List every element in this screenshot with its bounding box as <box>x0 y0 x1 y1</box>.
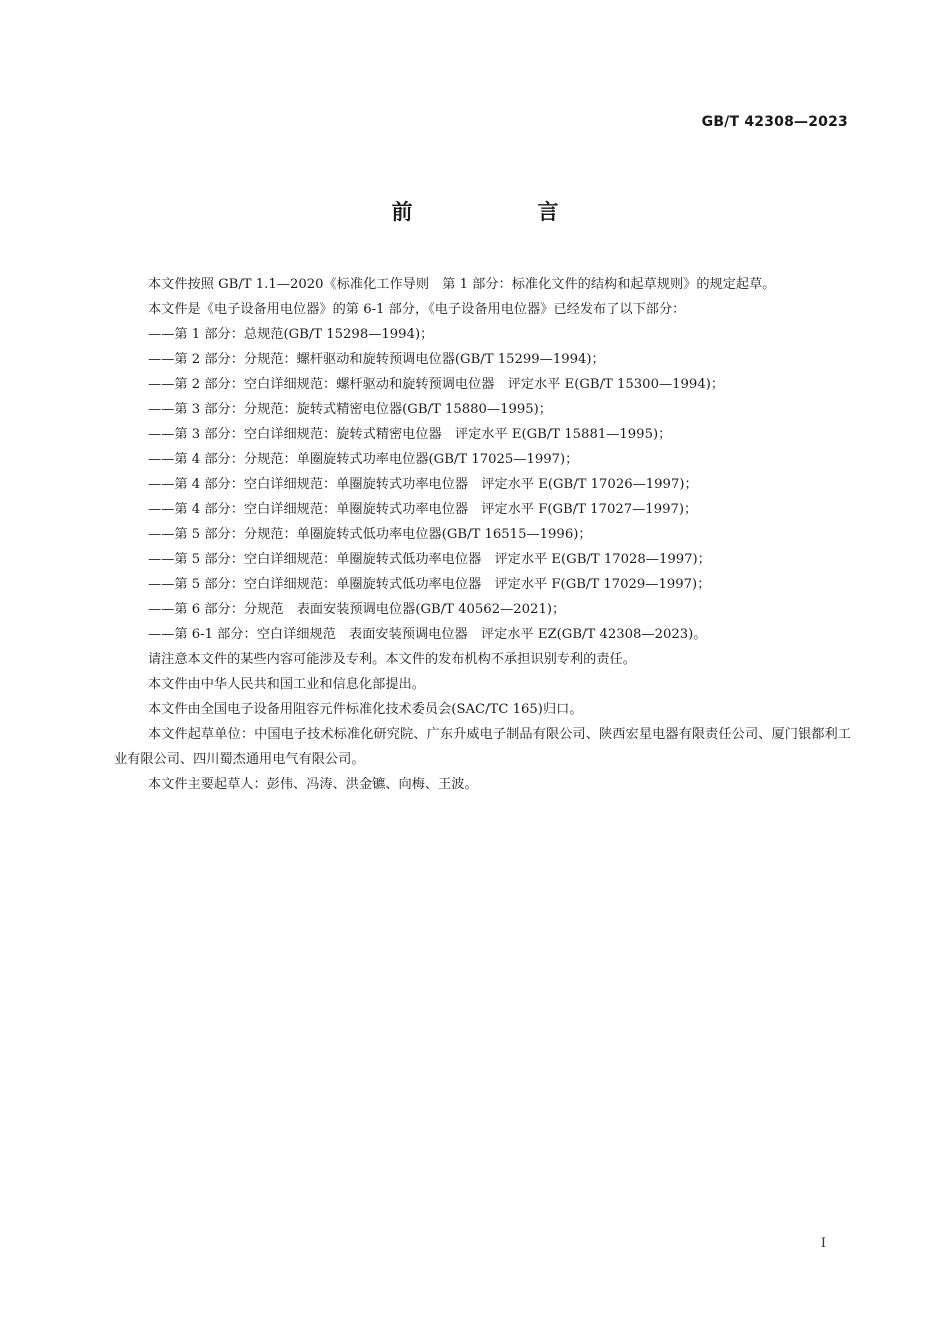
document-body <box>114 272 851 797</box>
list-item: ——第 3 部分：分规范：旋转式精密电位器(GB/T 15880—1995)； <box>148 402 552 417</box>
list-item: ——第 4 部分：空白详细规范：单圈旋转式功率电位器 评定水平 E(GB/T 17026—1997)； <box>148 477 698 492</box>
paragraph-series-intro: 本文件是《电子设备用电位器》的第 6-1 部分，《电子设备用电位器》已经发布了以下部分： <box>148 302 686 317</box>
paragraph-drafters: 本文件主要起草人：彭伟、冯涛、洪金镳、向梅、王波。 <box>148 777 478 792</box>
paragraph-drafting-basis: 本文件按照 GB/T 1.1—2020《标准化工作导则 第 1 部分：标准化文件的结构和起草规则》的规定起草。 <box>148 277 776 292</box>
standard-number: GB/T 42308—2023 <box>701 114 848 130</box>
paragraph-proposer: 本文件由中华人民共和国工业和信息化部提出。 <box>148 677 425 692</box>
list-item: ——第 2 部分：空白详细规范：螺杆驱动和旋转预调电位器 评定水平 E(GB/T 15300—1994)； <box>148 377 725 392</box>
page-title: 前 言 <box>391 200 611 224</box>
list-item: ——第 5 部分：空白详细规范：单圈旋转式低功率电位器 评定水平 E(GB/T 17028—1997)； <box>148 552 711 567</box>
list-item: ——第 6 部分：分规范 表面安装预调电位器(GB/T 40562—2021)； <box>148 602 566 617</box>
list-item: ——第 3 部分：空白详细规范：旋转式精密电位器 评定水平 E(GB/T 15881—1995)； <box>148 427 672 442</box>
list-item: ——第 4 部分：空白详细规范：单圈旋转式功率电位器 评定水平 F(GB/T 17027—1997)； <box>148 502 698 517</box>
list-item: ——第 5 部分：分规范：单圈旋转式低功率电位器(GB/T 16515—1996)； <box>148 527 592 542</box>
paragraph-drafting-units: 本文件起草单位：中国电子技术标准化研究院、广东升威电子制品有限公司、陕西宏星电器有限责任公司、厦门银都利工业有限公司、四川蜀杰通用电气有限公司。 <box>114 727 851 767</box>
page-number: I <box>820 1236 826 1251</box>
list-item: ——第 6-1 部分：空白详细规范 表面安装预调电位器 评定水平 EZ(GB/T 42308—2023)。 <box>148 627 707 642</box>
paragraph-patent-notice: 请注意本文件的某些内容可能涉及专利。本文件的发布机构不承担识别专利的责任。 <box>148 652 636 667</box>
list-item: ——第 4 部分：分规范：单圈旋转式功率电位器(GB/T 17025—1997)； <box>148 452 579 467</box>
list-item: ——第 1 部分：总规范(GB/T 15298—1994)； <box>148 327 434 342</box>
paragraph-committee: 本文件由全国电子设备用阻容元件标准化技术委员会(SAC/TC 165)归口。 <box>148 702 583 717</box>
list-item: ——第 2 部分：分规范：螺杆驱动和旋转预调电位器(GB/T 15299—1994)； <box>148 352 605 367</box>
list-item: ——第 5 部分：空白详细规范：单圈旋转式低功率电位器 评定水平 F(GB/T 17029—1997)； <box>148 577 711 592</box>
